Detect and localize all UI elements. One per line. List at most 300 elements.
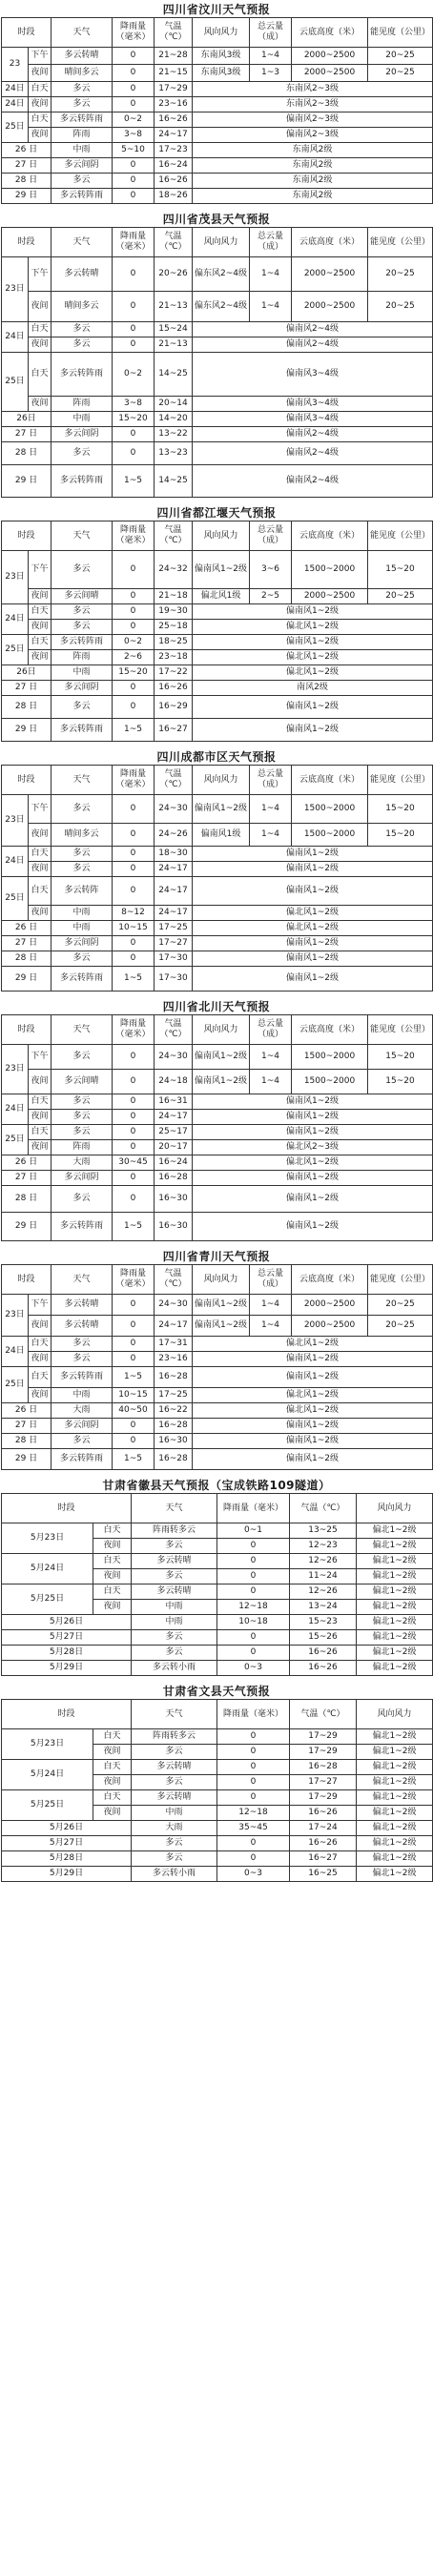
- row-visibility: 15~20: [368, 551, 433, 589]
- row-period: 白天: [93, 1790, 132, 1806]
- row-wind: 偏南风1~2级: [193, 1316, 250, 1337]
- row-period: 白天: [29, 322, 52, 337]
- row-temp: 14~25: [155, 353, 193, 397]
- table-row: [2, 1403, 433, 1419]
- row-temp: 12~26: [290, 1584, 357, 1600]
- table-row: [2, 1155, 433, 1171]
- row-date: 24日: [2, 847, 29, 877]
- table-row: [2, 719, 433, 742]
- row-rain: 0: [113, 189, 155, 204]
- row-date: 23日: [2, 1295, 29, 1337]
- row-rain: 0: [113, 97, 155, 112]
- row-weather: 多云转阵: [52, 877, 113, 906]
- row-weather: 多云: [132, 1851, 217, 1867]
- row-weather: 多云: [52, 696, 113, 719]
- header-period: 时段: [2, 228, 52, 257]
- row-wind: 偏北风1~2级: [193, 620, 433, 635]
- row-rain: 0~3: [217, 1661, 290, 1676]
- row-rain: 0: [113, 1070, 155, 1094]
- row-cloud-height: 1500~2000: [292, 551, 368, 589]
- header-rain: 降雨量（毫米）: [113, 1015, 155, 1045]
- row-wind: 偏北风1~2级: [193, 665, 433, 681]
- row-wind: 偏北风1~2级: [193, 650, 433, 665]
- row-wind: 偏北风1~2级: [193, 1337, 433, 1352]
- row-date: 5月26日: [2, 1615, 132, 1630]
- row-wind: 东南风2~3级: [193, 97, 433, 112]
- row-wind: 偏南风2~3级: [193, 112, 433, 128]
- row-rain: 0: [217, 1851, 290, 1867]
- row-wind: 偏北1~2级: [357, 1661, 433, 1676]
- table-row: [2, 412, 433, 427]
- row-temp: 21~13: [155, 292, 193, 322]
- row-rain: 0: [113, 1094, 155, 1110]
- header-rain: 降雨量（毫米）: [113, 766, 155, 795]
- table-row: [2, 1316, 433, 1337]
- row-weather: 晴间多云: [52, 65, 113, 82]
- row-temp: 13~25: [290, 1523, 357, 1539]
- row-weather: 多云: [132, 1630, 217, 1646]
- row-wind: 偏南风1~2级: [193, 1449, 433, 1470]
- row-weather: 多云: [132, 1646, 217, 1661]
- row-wind: 偏南风1~2级: [193, 1367, 433, 1388]
- row-date: 23日: [2, 1045, 29, 1094]
- row-weather: 多云: [52, 862, 113, 877]
- row-temp: 24~32: [155, 551, 193, 589]
- row-wind: 偏南风3~4级: [193, 353, 433, 397]
- row-visibility: 20~25: [368, 589, 433, 604]
- row-rain: 0: [217, 1729, 290, 1745]
- row-temp: 16~26: [290, 1646, 357, 1661]
- row-rain: 0: [217, 1745, 290, 1760]
- row-wind: 偏北1~2级: [357, 1615, 433, 1630]
- table-row: [2, 635, 433, 650]
- row-weather: 中雨: [52, 906, 113, 921]
- row-weather: 多云转阵雨: [52, 1367, 113, 1388]
- table-row: [2, 1867, 433, 1882]
- row-rain: 30~45: [113, 1155, 155, 1171]
- header-weather: 天气: [52, 228, 113, 257]
- forecast-table: [1, 227, 433, 498]
- row-period: 下午: [29, 551, 52, 589]
- row-rain: 0: [113, 322, 155, 337]
- row-temp: 16~26: [155, 174, 193, 189]
- row-weather: 多云: [52, 322, 113, 337]
- row-wind: 东南风3级: [193, 65, 250, 82]
- row-weather: 中雨: [132, 1600, 217, 1615]
- row-rain: 10~18: [217, 1615, 290, 1630]
- row-rain: 1~5: [113, 719, 155, 742]
- row-date: 26日: [2, 412, 52, 427]
- header-cloud-height: 云底高度（米）: [292, 766, 368, 795]
- row-wind: 偏南风1~2级: [193, 1213, 433, 1241]
- row-cloud-height: 2000~2500: [292, 292, 368, 322]
- row-cloud-height: 2000~2500: [292, 65, 368, 82]
- header-visibility: 能见度（公里）: [368, 521, 433, 551]
- table-row: [2, 1760, 433, 1775]
- header-wind: 风向风力: [357, 1700, 433, 1729]
- row-date: 28 日: [2, 696, 52, 719]
- row-wind: 偏北风1~2级: [193, 1388, 433, 1403]
- row-temp: 16~25: [290, 1867, 357, 1882]
- header-row: [2, 1494, 433, 1523]
- row-weather: 多云: [132, 1775, 217, 1790]
- row-visibility: 15~20: [368, 795, 433, 824]
- row-temp: 16~29: [155, 696, 193, 719]
- row-date: 25日: [2, 1367, 29, 1403]
- row-wind: 偏南风1~2级: [193, 696, 433, 719]
- row-wind: 偏北1~2级: [357, 1646, 433, 1661]
- row-date: 26 日: [2, 1155, 52, 1171]
- row-rain: 12~18: [217, 1806, 290, 1821]
- row-temp: 18~25: [155, 635, 193, 650]
- row-temp: 23~18: [155, 650, 193, 665]
- row-date: 24日: [2, 322, 29, 353]
- row-period: 夜间: [29, 128, 52, 143]
- row-weather: 中雨: [132, 1615, 217, 1630]
- row-date: 24日: [2, 82, 29, 97]
- row-cloud: 1~4: [250, 292, 292, 322]
- row-rain: 0: [113, 1125, 155, 1140]
- table-row: [2, 97, 433, 112]
- row-weather: 多云: [52, 1110, 113, 1125]
- row-weather: 多云转晴: [132, 1790, 217, 1806]
- row-temp: 17~25: [155, 921, 193, 936]
- table-row: [2, 1729, 433, 1745]
- header-cloud-height: 云底高度（米）: [292, 1265, 368, 1295]
- row-temp: 25~18: [155, 620, 193, 635]
- row-date: 5月28日: [2, 1851, 132, 1867]
- row-wind: 偏南风3~4级: [193, 412, 433, 427]
- row-temp: 24~17: [155, 1316, 193, 1337]
- row-cloud: 3~6: [250, 551, 292, 589]
- table-row: [2, 143, 433, 158]
- section-title: 四川省都江堰天气预报: [156, 506, 277, 520]
- header-period: 时段: [2, 521, 52, 551]
- row-period: 白天: [29, 1367, 52, 1388]
- row-cloud: 2~5: [250, 589, 292, 604]
- header-period: 时段: [2, 1700, 132, 1729]
- row-rain: 15~20: [113, 665, 155, 681]
- row-weather: 多云转晴: [132, 1584, 217, 1600]
- header-rain: 降雨量（毫米）: [113, 228, 155, 257]
- row-rain: 0: [113, 1140, 155, 1155]
- table-row: [2, 1337, 433, 1352]
- row-period: 白天: [93, 1584, 132, 1600]
- row-wind: 偏南风2~4级: [193, 465, 433, 498]
- row-weather: 大雨: [132, 1821, 217, 1836]
- row-date: 27 日: [2, 427, 52, 442]
- header-visibility: 能见度（公里）: [368, 1265, 433, 1295]
- table-row: [2, 906, 433, 921]
- header-period: 时段: [2, 766, 52, 795]
- row-wind: 偏南风1~2级: [193, 795, 250, 824]
- row-wind: 偏南风1~2级: [193, 1094, 433, 1110]
- forecast-section: [1, 1478, 432, 1676]
- row-weather: 多云转晴: [52, 1316, 113, 1337]
- row-weather: 多云: [52, 551, 113, 589]
- header-cloud-height: 云底高度（米）: [292, 18, 368, 48]
- row-date: 5月25日: [2, 1790, 93, 1821]
- row-wind: 偏北1~2级: [357, 1539, 433, 1554]
- row-temp: 17~23: [155, 143, 193, 158]
- row-weather: 阵雨: [52, 650, 113, 665]
- table-row: [2, 1851, 433, 1867]
- row-period: 夜间: [29, 824, 52, 847]
- row-period: 夜间: [29, 1388, 52, 1403]
- table-row: [2, 1790, 433, 1806]
- row-weather: 多云间阴: [52, 427, 113, 442]
- header-weather: 天气: [52, 521, 113, 551]
- row-temp: 19~30: [155, 604, 193, 620]
- row-temp: 11~24: [290, 1569, 357, 1584]
- row-date: 23日: [2, 257, 29, 322]
- row-rain: 0: [113, 1434, 155, 1449]
- row-temp: 17~24: [290, 1821, 357, 1836]
- row-temp: 17~27: [155, 936, 193, 951]
- row-period: 夜间: [29, 862, 52, 877]
- row-wind: 偏北1~2级: [357, 1760, 433, 1775]
- row-temp: 20~26: [155, 257, 193, 292]
- row-rain: 0: [113, 82, 155, 97]
- row-wind: 偏东风2~4级: [193, 292, 250, 322]
- row-date: 28 日: [2, 1186, 52, 1213]
- row-wind: 偏南风1~2级: [193, 1070, 250, 1094]
- row-rain: 1~5: [113, 1449, 155, 1470]
- header-cloud: 总云量（成）: [250, 18, 292, 48]
- row-date: 26 日: [2, 1403, 52, 1419]
- row-cloud-height: 1500~2000: [292, 1045, 368, 1070]
- row-weather: 晴间多云: [52, 292, 113, 322]
- row-weather: 多云间晴: [52, 589, 113, 604]
- row-rain: 0: [113, 589, 155, 604]
- row-date: 25日: [2, 353, 29, 412]
- row-weather: 中雨: [52, 1388, 113, 1403]
- row-temp: 24~17: [155, 906, 193, 921]
- forecast-table: [1, 1264, 433, 1470]
- row-temp: 16~22: [155, 1403, 193, 1419]
- table-row: [2, 128, 433, 143]
- header-temp: 气温（℃）: [290, 1700, 357, 1729]
- row-period: 下午: [29, 48, 52, 65]
- row-rain: 0: [113, 1352, 155, 1367]
- row-cloud: 1~4: [250, 1070, 292, 1094]
- row-temp: 18~30: [155, 847, 193, 862]
- row-cloud-height: 2000~2500: [292, 257, 368, 292]
- row-date: 26日: [2, 665, 52, 681]
- row-rain: 0: [113, 174, 155, 189]
- row-temp: 16~27: [290, 1851, 357, 1867]
- header-wind: 风向风力: [193, 521, 250, 551]
- row-date: 29 日: [2, 967, 52, 992]
- row-rain: 0~2: [113, 112, 155, 128]
- row-period: 白天: [29, 1125, 52, 1140]
- header-temp: 气温（℃）: [290, 1494, 357, 1523]
- row-weather: 多云: [52, 620, 113, 635]
- header-row: [2, 228, 433, 257]
- header-temp: 气温（℃）: [155, 766, 193, 795]
- header-visibility: 能见度（公里）: [368, 18, 433, 48]
- header-wind: 风向风力: [193, 18, 250, 48]
- row-wind: 偏北1~2级: [357, 1851, 433, 1867]
- row-weather: 多云转阵雨: [52, 353, 113, 397]
- table-row: [2, 1045, 433, 1070]
- row-temp: 24~30: [155, 1295, 193, 1316]
- row-period: 下午: [29, 257, 52, 292]
- row-rain: 0: [217, 1569, 290, 1584]
- row-weather: 多云转晴: [132, 1554, 217, 1569]
- row-weather: 多云: [132, 1539, 217, 1554]
- row-period: 夜间: [29, 292, 52, 322]
- table-row: [2, 442, 433, 465]
- row-weather: 多云间阴: [52, 1419, 113, 1434]
- row-period: 夜间: [29, 1352, 52, 1367]
- row-wind: 偏南风1~2级: [193, 862, 433, 877]
- forecast-table: [1, 765, 433, 992]
- table-row: [2, 847, 433, 862]
- table-row: [2, 1584, 433, 1600]
- row-wind: 偏北1~2级: [357, 1821, 433, 1836]
- row-wind: 偏北风1~2级: [193, 1403, 433, 1419]
- header-cloud-height: 云底高度（米）: [292, 1015, 368, 1045]
- table-row: [2, 322, 433, 337]
- row-period: 白天: [29, 1337, 52, 1352]
- row-temp: 24~30: [155, 795, 193, 824]
- forecast-section: [1, 1249, 432, 1470]
- row-temp: 17~31: [155, 1337, 193, 1352]
- row-rain: 0: [217, 1554, 290, 1569]
- row-rain: 0: [113, 337, 155, 353]
- row-temp: 17~29: [290, 1790, 357, 1806]
- row-weather: 中雨: [52, 412, 113, 427]
- row-rain: 0: [113, 427, 155, 442]
- table-row: [2, 465, 433, 498]
- header-weather: 天气: [52, 1265, 113, 1295]
- section-title: 四川省北川天气预报: [162, 1000, 271, 1013]
- table-row: [2, 257, 433, 292]
- row-rain: 0: [113, 257, 155, 292]
- row-weather: 阵雨转多云: [132, 1729, 217, 1745]
- row-visibility: 15~20: [368, 1070, 433, 1094]
- row-date: 27 日: [2, 936, 52, 951]
- row-rain: 0: [113, 795, 155, 824]
- row-cloud: 1~4: [250, 1045, 292, 1070]
- header-cloud-height: 云底高度（米）: [292, 521, 368, 551]
- table-row: [2, 1110, 433, 1125]
- row-cloud: 1~4: [250, 795, 292, 824]
- row-temp: 21~13: [155, 337, 193, 353]
- row-period: 夜间: [29, 906, 52, 921]
- row-temp: 23~16: [155, 97, 193, 112]
- header-rain: 降雨量（毫米）: [113, 1265, 155, 1295]
- row-rain: 0: [113, 65, 155, 82]
- table-row: [2, 427, 433, 442]
- row-cloud: 1~3: [250, 65, 292, 82]
- row-rain: 35~45: [217, 1821, 290, 1836]
- header-period: 时段: [2, 18, 52, 48]
- header-temp: 气温（℃）: [155, 1265, 193, 1295]
- row-rain: 0: [217, 1630, 290, 1646]
- row-temp: 16~26: [155, 681, 193, 696]
- row-wind: 东南风2级: [193, 143, 433, 158]
- row-temp: 24~17: [155, 862, 193, 877]
- row-wind: 南风2级: [193, 681, 433, 696]
- row-visibility: 20~25: [368, 257, 433, 292]
- row-date: 5月24日: [2, 1554, 93, 1584]
- row-date: 23日: [2, 795, 29, 847]
- row-weather: 多云: [52, 97, 113, 112]
- row-date: 5月29日: [2, 1661, 132, 1676]
- row-weather: 多云: [52, 604, 113, 620]
- row-rain: 0: [113, 48, 155, 65]
- row-wind: 偏南风1~2级: [193, 1434, 433, 1449]
- row-period: 夜间: [29, 97, 52, 112]
- row-temp: 17~30: [155, 967, 193, 992]
- row-date: 28 日: [2, 951, 52, 967]
- row-weather: 大雨: [52, 1403, 113, 1419]
- row-wind: 东南风2级: [193, 174, 433, 189]
- table-row: [2, 353, 433, 397]
- row-rain: 0: [113, 1110, 155, 1125]
- table-row: [2, 1615, 433, 1630]
- row-temp: 13~24: [290, 1600, 357, 1615]
- row-visibility: 20~25: [368, 48, 433, 65]
- row-rain: 8~12: [113, 906, 155, 921]
- row-wind: 偏南风1~2级: [193, 1419, 433, 1434]
- row-date: 5月29日: [2, 1867, 132, 1882]
- row-weather: 多云: [52, 1094, 113, 1110]
- row-wind: 偏北1~2级: [357, 1523, 433, 1539]
- row-temp: 16~26: [155, 112, 193, 128]
- row-date: 25日: [2, 112, 29, 143]
- row-temp: 14~25: [155, 465, 193, 498]
- table-row: [2, 1821, 433, 1836]
- row-rain: 0: [217, 1539, 290, 1554]
- row-temp: 17~27: [290, 1775, 357, 1790]
- row-rain: 0~3: [217, 1867, 290, 1882]
- row-temp: 17~25: [155, 1388, 193, 1403]
- row-temp: 12~26: [290, 1554, 357, 1569]
- row-weather: 阵雨转多云: [132, 1523, 217, 1539]
- row-weather: 多云: [52, 1337, 113, 1352]
- row-weather: 多云: [52, 1045, 113, 1070]
- row-weather: 阵雨: [52, 1140, 113, 1155]
- header-temp: 气温（℃）: [155, 228, 193, 257]
- header-weather: 天气: [52, 766, 113, 795]
- section-title: 甘肃省文县天气预报: [162, 1685, 271, 1698]
- section-title: 甘肃省徽县天气预报（宝成铁路109隧道）: [102, 1479, 331, 1492]
- row-temp: 17~29: [155, 82, 193, 97]
- table-row: [2, 48, 433, 65]
- table-row: [2, 1186, 433, 1213]
- table-row: [2, 1295, 433, 1316]
- header-wind: 风向风力: [357, 1494, 433, 1523]
- row-wind: 偏南风1~2级: [193, 936, 433, 951]
- table-row: [2, 1094, 433, 1110]
- table-row: [2, 696, 433, 719]
- header-rain: 降雨量（毫米）: [113, 18, 155, 48]
- row-weather: 多云: [52, 951, 113, 967]
- table-row: [2, 1661, 433, 1676]
- row-date: 5月23日: [2, 1729, 93, 1760]
- table-row: [2, 862, 433, 877]
- row-rain: 0: [113, 824, 155, 847]
- row-period: 夜间: [93, 1600, 132, 1615]
- forecast-section: [1, 999, 432, 1241]
- row-rain: 0: [217, 1790, 290, 1806]
- header-weather: 天气: [132, 1700, 217, 1729]
- row-weather: 多云转小雨: [132, 1867, 217, 1882]
- row-period: 夜间: [29, 65, 52, 82]
